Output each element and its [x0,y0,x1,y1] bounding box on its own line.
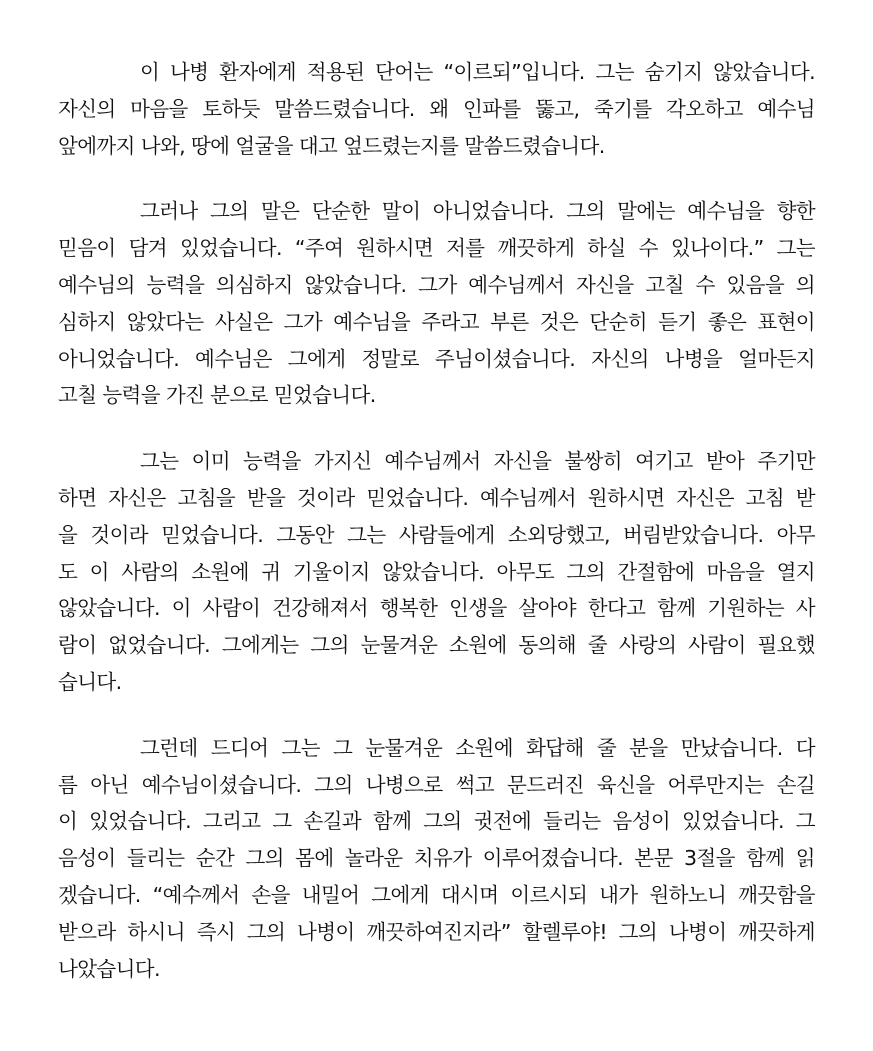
text-line: 이 있었습니다. 그리고 그 손길과 함께 그의 귓전에 들리는 음성이 있었습니다. 그 [58,809,815,834]
text-line: 아니었습니다. 예수님은 그에게 정말로 주님이셨습니다. 자신의 나병을 얼마든지 [58,346,815,371]
paragraph-2 [58,193,815,414]
text-line: 하면 자신은 고침을 받을 것이라 믿었습니다. 예수님께서 원하시면 자신은 고침 받 [58,485,815,510]
paragraph-3 [58,443,815,701]
text-line: 도 이 사람의 소원에 귀 기울이지 않았습니다. 아무도 그의 간절함에 마음을 열지 [58,559,815,584]
text-line: 고칠 능력을 가진 분으로 믿었습니다. [58,383,376,408]
paragraph-4 [58,730,815,988]
text-line: 심하지 않았다는 사실은 그가 예수님을 주라고 부른 것은 단순히 듣기 좋은 표현이 [58,309,815,334]
text-line: 믿음이 담겨 있었습니다. “주여 원하시면 저를 깨끗하게 하실 수 있나이다.” 그는 [58,236,815,261]
text-line: 예수님의 능력을 의심하지 않았습니다. 그가 예수님께서 자신을 고칠 수 있음을 의 [58,272,815,297]
text-line: 그러나 그의 말은 단순한 말이 아니었습니다. 그의 말에는 예수님을 향한 [140,199,815,224]
text-line: 그는 이미 능력을 가지신 예수님께서 자신을 불쌍히 여기고 받아 주기만 [140,449,815,474]
text-line: 그런데 드디어 그는 그 눈물겨운 소원에 화답해 줄 분을 만났습니다. 다 [140,735,815,760]
text-line: 습니다. [58,669,122,694]
text-line: 름 아닌 예수님이셨습니다. 그의 나병으로 썩고 문드러진 육신을 어루만지는 손길 [58,772,815,797]
text-line: 받으라 하시니 즉시 그의 나병이 깨끗하여진지라” 할렐루야! 그의 나병이 깨끗하게 [58,919,815,944]
text-line: 나았습니다. [58,956,160,981]
text-line: 을 것이라 믿었습니다. 그동안 그는 사람들에게 소외당했고, 버림받았습니다. 아무 [58,522,815,547]
text-line: 음성이 들리는 순간 그의 몸에 놀라운 치유가 이루어졌습니다. 본문 3절을 함께 읽 [58,846,815,871]
text-line: 람이 없었습니다. 그에게는 그의 눈물겨운 소원에 동의해 줄 사랑의 사람이 필요했 [58,633,815,658]
text-line: 않았습니다. 이 사람이 건강해져서 행복한 인생을 살아야 한다고 함께 기원하는 사 [58,596,815,621]
text-line: 이 나병 환자에게 적용된 단어는 “이르되”입니다. 그는 숨기지 않았습니다. [140,60,815,84]
text-line: 자신의 마음을 토하듯 말씀드렸습니다. 왜 인파를 뚫고, 죽기를 각오하고 예수님 [58,96,815,121]
text-line: 겠습니다. “예수께서 손을 내밀어 그에게 대시며 이르시되 내가 원하노니 깨끗함을 [58,882,815,907]
paragraph-1 [58,54,815,164]
text-line: 앞에까지 나와, 땅에 얼굴을 대고 엎드렸는지를 말씀드렸습니다. [58,133,605,158]
